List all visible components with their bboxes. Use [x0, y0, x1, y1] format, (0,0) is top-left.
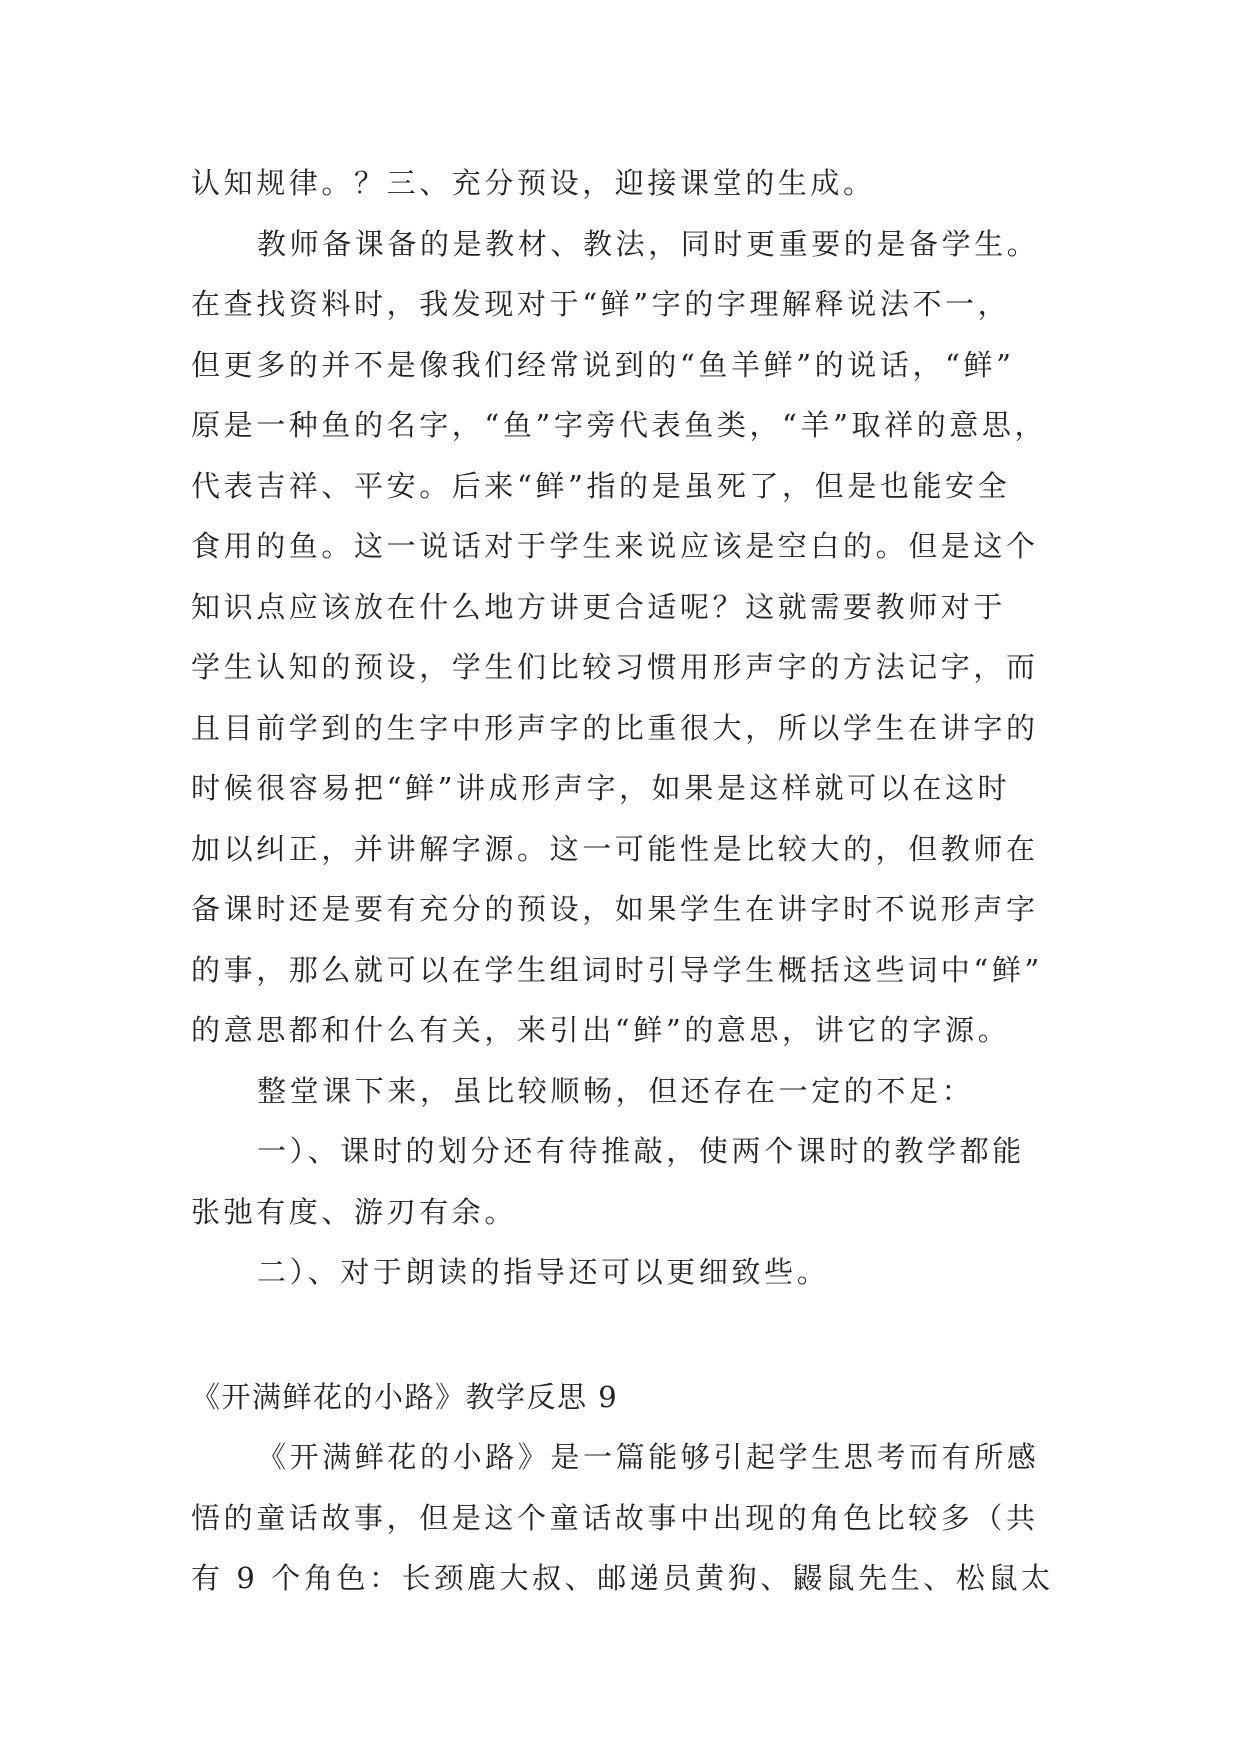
- text-line: 的意思都和什么有关，来引出“鲜”的意思，讲它的字源。: [191, 1013, 1011, 1047]
- text-line: 《开满鲜花的小路》是一篇能够引起学生思考而有所感: [257, 1440, 1040, 1474]
- text-line: 二）、对于朗读的指导还可以更细致些。: [257, 1255, 830, 1289]
- text-line: 一）、课时的划分还有待推敲，使两个课时的教学都能: [257, 1134, 1025, 1168]
- text-line: 在查找资料时，我发现对于“鲜”字的字理解释说法不一，: [191, 287, 1011, 321]
- text-line: 原是一种鱼的名字，“鱼”字旁代表鱼类，“羊”取祥的意思，: [191, 408, 1048, 442]
- text-line: 张弛有度、游刃有余。: [191, 1194, 518, 1229]
- text-line: 且目前学到的生字中形声字的比重很大，所以学生在讲字的: [191, 710, 1039, 745]
- paragraph-block-reflection: [191, 153, 1071, 1303]
- document-body: [191, 153, 1071, 1609]
- text-line: 代表吉祥、平安。后来“鲜”指的是虽死了，但是也能安全: [191, 468, 1011, 503]
- text-line: 有 9 个角色：长颈鹿大叔、邮递员黄狗、鼹鼠先生、松鼠太: [191, 1561, 1054, 1595]
- paragraph-block-new-section: [191, 1427, 1071, 1609]
- text-line: 学生认知的预设，学生们比较习惯用形声字的方法记字，而: [191, 650, 1039, 684]
- section-gap: [191, 1303, 1071, 1367]
- text-line: 教师备课备的是教材、教法，同时更重要的是备学生。: [257, 226, 1040, 261]
- text-line: 的事，那么就可以在学生组词时引导学生概括这些词中“鲜”: [191, 952, 1043, 987]
- text-line: 时候很容易把“鲜”讲成形声字，如果是这样就可以在这时: [191, 771, 1011, 805]
- text-line: 加以纠正，并讲解字源。这一可能性是比较大的，但教师在: [191, 831, 1039, 866]
- text-line: 备课时还是要有充分的预设，如果学生在讲字时不说形声字: [191, 892, 1039, 926]
- text-line: 食用的鱼。这一说话对于学生来说应该是空白的。但是这个: [191, 529, 1039, 563]
- text-line: 整堂课下来，虽比较顺畅，但还存在一定的不足：: [257, 1073, 975, 1108]
- text-line: 悟的童话故事，但是这个童话故事中出现的角色比较多（共: [191, 1500, 1039, 1535]
- text-line: 认知规律。？三、充分预设，迎接课堂的生成。: [191, 166, 876, 200]
- text-line: 但更多的并不是像我们经常说到的“鱼羊鲜”的说话，“鲜”: [191, 347, 1015, 382]
- section-title: 《开满鲜花的小路》教学反思 9: [191, 1379, 619, 1414]
- text-line: 知识点应该放在什么地方讲更合适呢？这就需要教师对于: [191, 589, 1007, 624]
